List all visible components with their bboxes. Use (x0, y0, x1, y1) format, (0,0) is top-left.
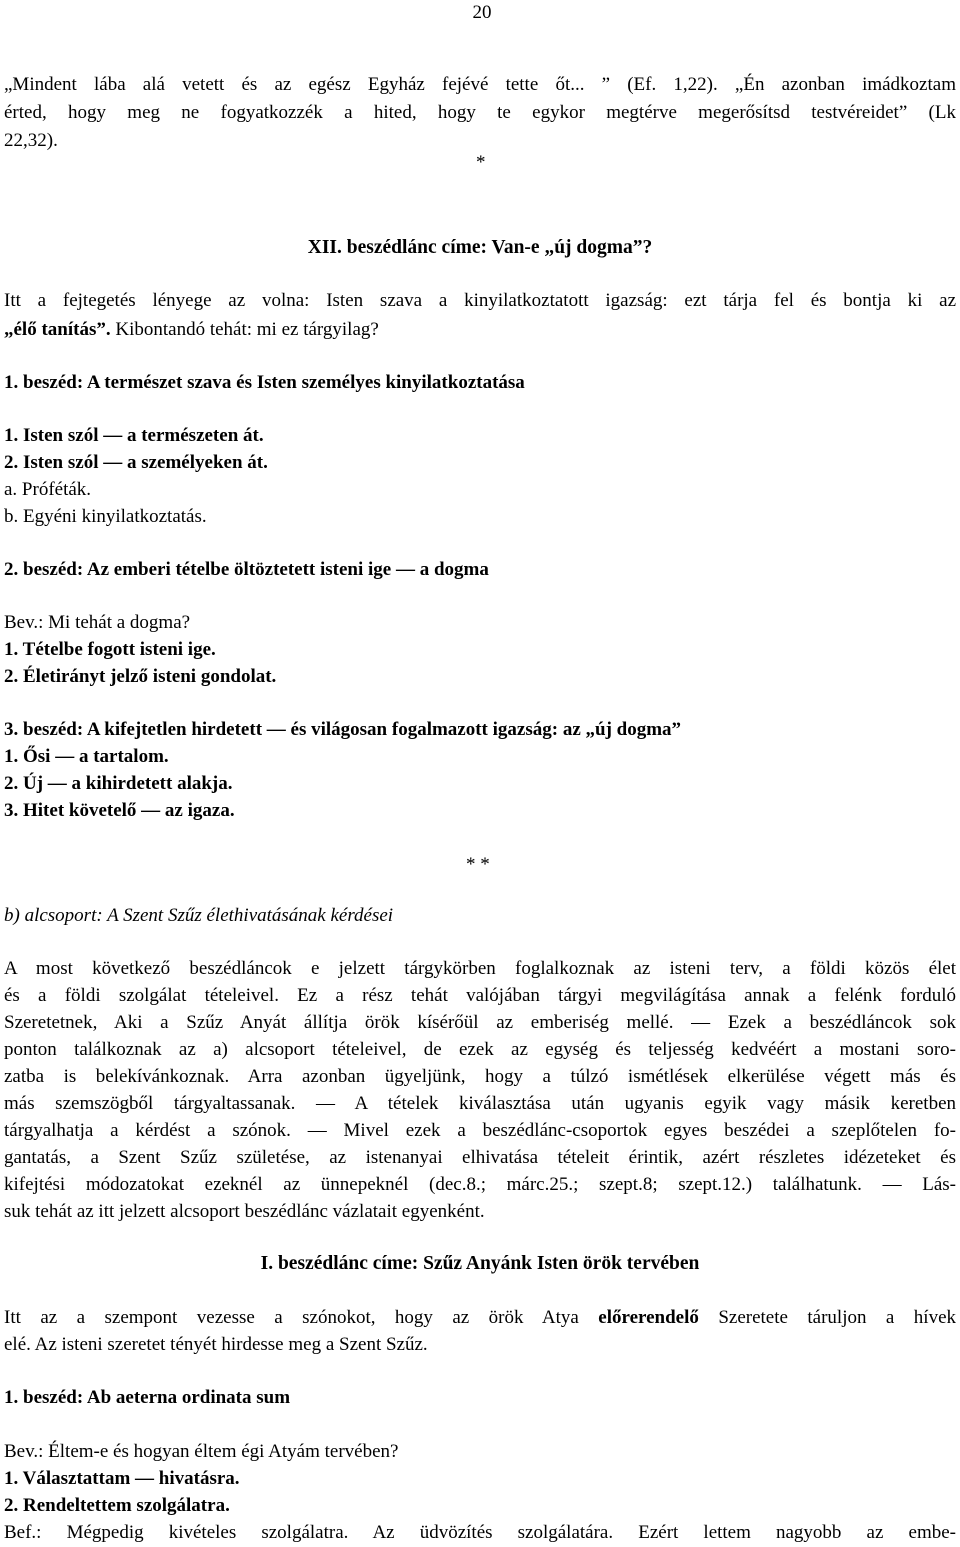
body-line: kifejtési módozatokat ezeknél az ünnepeknél (dec.8.; márc.25.; szept.8; szept.12.) találhatunk. — Lás- (4, 1174, 956, 1195)
intro-line-3: 22,32). (4, 130, 58, 151)
sermon-2-bev: Bev.: Mi tehát a dogma? (4, 612, 191, 633)
sermon-2-item-1: 1. Tételbe fogott isteni ige. (4, 639, 216, 660)
body-line: zatba is belekívánkoznak. Arra azonban ügyeljünk, hogy a túlzó ismétlések elkerülése végett más és (4, 1066, 956, 1087)
page-number: 20 (472, 2, 492, 23)
body-line: Szeretetnek, Aki a Szűz Anyát állítja örök kísérőül az emberiség mellé. — Ezek a beszédláncok sok (4, 1012, 956, 1033)
sermon-1-item-2: 2. Isten szól — a személyeken át. (4, 452, 268, 473)
body-line: ponton találkoznak az a) alcsoport tételeivel, de ezek az egység és teljesség kedvéért a mostani soro- (4, 1039, 956, 1060)
chain-i-title: I. beszédlánc címe: Szűz Anyánk Isten örök tervében (260, 1253, 700, 1274)
sermon-1-sub-b: b. Egyéni kinyilatkoztatás. (4, 506, 207, 527)
chain-i-sermon-1-bev: Bev.: Éltem-e és hogyan éltem égi Atyám tervében? (4, 1441, 399, 1462)
chain-i-sermon-1-item-1: 1. Választattam — hivatásra. (4, 1468, 240, 1489)
chain-i-intro-1-a: Itt az a szempont vezesse a szónokot, hogy az örök Atya (4, 1307, 599, 1328)
chain-i-intro-2: elé. Az isteni szeretet tényét hirdesse meg a Szent Szűz. (4, 1334, 428, 1355)
chain-i-intro-1 (4, 1305, 956, 1331)
body-line: suk tehát az itt jelzett alcsoport beszédlánc vázlatait egyenként. (4, 1201, 485, 1222)
chain-i-sermon-1-item-2: 2. Rendeltettem szolgálatra. (4, 1495, 230, 1516)
sermon-1-title: 1. beszéd: A természet szava és Isten személyes kinyilatkoztatása (4, 372, 525, 393)
body-line: A most következő beszédláncok e jelzett tárgykörben foglalkoznak az isteni terv, a földi közös élet (4, 958, 956, 979)
elo-tanitas: „élő tanítás”. (4, 319, 111, 340)
sermon-2-item-2: 2. Életirányt jelző isteni gondolat. (4, 666, 277, 687)
body-line: tárgyalhatja a kérdést a szónok. — Mivel ezek a beszédlánc-csoportok egyes beszédei a szeplőtelen fo- (4, 1120, 956, 1141)
chain-i-intro-1-b: Szeretete táruljon a hívek (698, 1307, 957, 1328)
body-line: és a földi szolgálat tételeivel. Ez a rész tehát valójában tárgyi megvilágítása annak a felénk forduló (4, 985, 956, 1006)
sermon-3-item-2: 2. Új — a kihirdetett alakja. (4, 773, 233, 794)
subgroup-title: b) alcsoport: A Szent Szűz élethivatásának kérdései (4, 905, 394, 926)
intro-line-1: „Mindent lába alá vetett és az egész Egyház fejévé tette őt... ” (Ef. 1,22). „Én azonban imádkoztam (4, 74, 956, 95)
elorerendelo: előrerendelő (598, 1307, 699, 1328)
chain-xii-intro-2 (4, 317, 956, 343)
section-separator: * (476, 152, 486, 173)
body-line: gantatás, a Szent Szűz születése, az istenanyai elhivatása tételeit érintik, azért részletes idézeteket és (4, 1147, 956, 1168)
sermon-1-item-1: 1. Isten szól — a természeten át. (4, 425, 264, 446)
section-separator-double: * * (466, 854, 490, 875)
sermon-3-item-3: 3. Hitet követelő — az igaza. (4, 800, 235, 821)
sermon-3-item-1: 1. Ősi — a tartalom. (4, 746, 169, 767)
sermon-2-title: 2. beszéd: Az emberi tételbe öltöztetett isteni ige — a dogma (4, 559, 489, 580)
chain-i-sermon-1-title: 1. beszéd: Ab aeterna ordinata sum (4, 1387, 291, 1408)
chain-xii-intro-2-rest: Kibontandó tehát: mi ez tárgyilag? (110, 319, 379, 340)
chain-xii-intro-1: Itt a fejtegetés lényege az volna: Isten szava a kinyilatkoztatott igazság: ezt tárja fel és bontja ki az (4, 290, 956, 311)
sermon-1-sub-a: a. Próféták. (4, 479, 92, 500)
body-line: más szemszögből tárgyaltassanak. — A tételek kiválasztása után ugyanis egyik vagy másik keretben (4, 1093, 956, 1114)
intro-line-2: érted, hogy meg ne fogyatkozzék a hited, hogy te egykor megtérve megerősítsd testvéreidet” (Lk (4, 102, 956, 123)
chain-xii-title: XII. beszédlánc címe: Van-e „új dogma”? (307, 237, 653, 258)
sermon-3-title: 3. beszéd: A kifejtetlen hirdetett — és világosan fogalmazott igazság: az „új dogma” (4, 719, 682, 740)
chain-i-sermon-1-bef: Bef.: Mégpedig kivételes szolgálatra. Az üdvözítés szolgálatára. Ezért lettem nagyobb az embe- (4, 1522, 956, 1543)
